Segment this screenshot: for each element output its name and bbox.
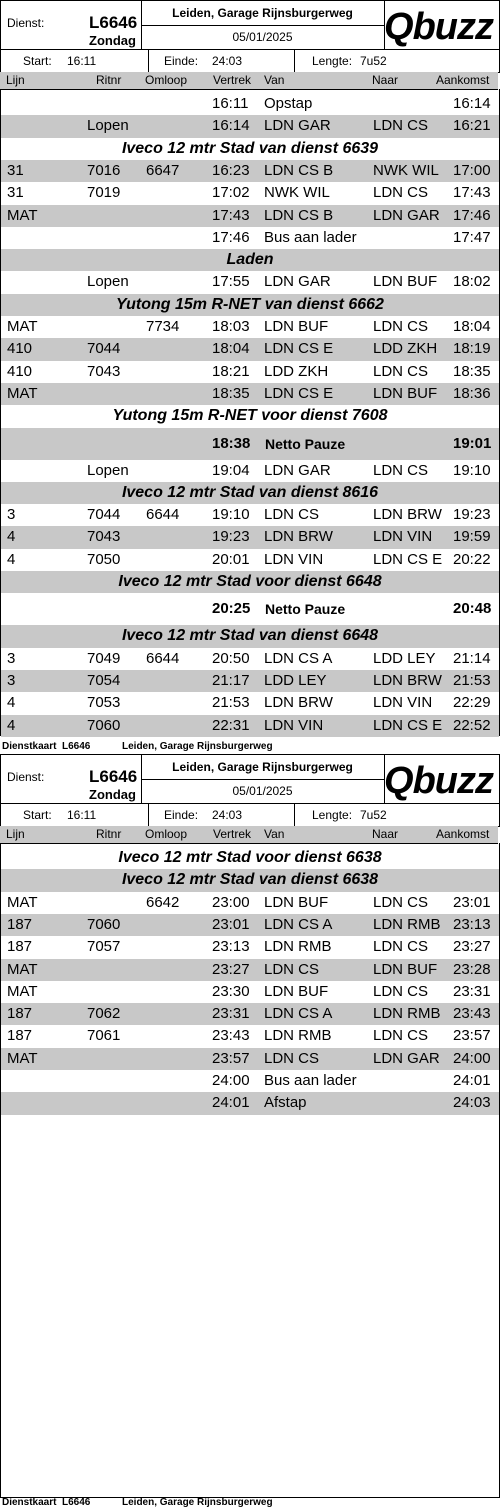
omloop-cell: 7734 [146,318,180,335]
qbuzz-logo: Qbuzz [384,6,493,48]
col-van: Van [264,73,285,87]
trip-row [1,182,499,204]
to-cell: LDN BRW [373,671,442,689]
date-label: 05/01/2025 [141,780,385,803]
dienstkaart-page-1 [0,0,500,752]
day-label: Zondag [89,787,136,802]
trip-row [1,549,499,571]
line-cell: MAT [7,384,38,402]
from-cell: LDN GAR [264,461,331,479]
arrival-cell: 16:21 [453,117,491,135]
departure-cell: 23:43 [212,1027,250,1045]
ritnr-cell: Lopen [87,461,129,479]
trip-row [1,338,499,360]
to-cell: LDN VIN [373,528,433,546]
to-cell: LDD ZKH [373,340,438,358]
ritnr-cell: 7016 [87,161,121,179]
location-label: Leiden, Garage Rijnsburgerweg [141,1,385,26]
line-cell: 31 [7,184,24,202]
section-title: Iveco 12 mtr Stad van dienst 6648 [121,627,379,645]
trip-row [1,692,499,714]
einde-value: 24:03 [212,54,243,68]
lengte-value: 7u52 [360,54,387,68]
arrival-cell: 24:00 [453,1049,491,1067]
section-title: Iveco 12 mtr Stad voor dienst 6638 [118,849,382,866]
to-cell: LDN BRW [373,506,442,524]
ritnr-cell: 7062 [87,1005,121,1023]
arrival-cell: 17:00 [453,161,491,179]
arrival-cell: 23:43 [453,1005,491,1023]
section-header [1,249,499,271]
section-title: Iveco 12 mtr Stad van dienst 6638 [121,871,379,889]
dienst-label: Dienst: [7,16,45,30]
departure-cell: 23:00 [212,893,250,911]
lengte-label: Lengte: [312,54,353,68]
omloop-cell: 6644 [146,649,180,667]
einde-label: Einde: [164,808,199,822]
line-cell: 4 [7,550,16,568]
omloop-cell: 6647 [146,161,180,179]
trip-row [1,1025,499,1047]
to-cell: LDN CS [373,982,429,1000]
dienstkaart-page-2 [0,754,500,1512]
start-value: 16:11 [67,808,97,822]
from-cell: Opstap [264,95,313,112]
trip-row [1,892,499,914]
line-cell: 410 [7,340,33,358]
trip-row [1,1048,499,1070]
departure-cell: 24:00 [212,1072,250,1089]
from-cell: Bus aan lader [264,228,357,246]
departure-cell: 18:21 [212,362,250,380]
departure-cell: 19:04 [212,461,250,479]
pause-label: Netto Pauze [265,601,346,618]
from-cell: LDN CS [264,506,320,524]
ritnr-cell: Lopen [87,273,129,291]
from-cell: LDN CS E [264,340,334,358]
trip-row [1,271,499,293]
trip-table [0,89,500,736]
line-cell: 3 [7,671,16,689]
departure-cell: 20:01 [212,550,250,568]
line-cell: 31 [7,161,24,179]
from-cell: LDN CS A [264,649,333,667]
line-cell: 187 [7,915,33,933]
arrival-cell: 19:10 [453,461,491,479]
from-cell: NWK WIL [264,184,330,202]
line-cell: 4 [7,528,16,546]
to-cell: LDD LEY [373,649,436,667]
from-cell: LDD ZKH [264,362,329,380]
trip-row [1,93,499,115]
qbuzz-logo: Qbuzz [384,760,493,802]
trip-row [1,959,499,981]
departure-cell: 21:53 [212,694,250,712]
ritnr-cell: 7019 [87,184,121,202]
trip-row [1,115,499,137]
departure-cell: 18:03 [212,318,250,335]
section-header [1,482,499,504]
col-vertrek: Vertrek [213,73,252,87]
pause-row [1,428,499,460]
arrival-cell: 19:23 [453,506,491,524]
line-cell: 3 [7,506,16,524]
departure-cell: 19:23 [212,528,250,546]
departure-cell: 16:23 [212,161,250,179]
footer-location: Leiden, Garage Rijnsburgerweg [122,741,273,752]
trip-row [1,361,499,383]
section-title: Iveco 12 mtr Stad van dienst 8616 [121,483,379,501]
arrival-cell: 23:31 [453,982,491,1000]
line-cell: MAT [7,318,38,335]
pause-start: 20:25 [212,600,251,618]
col-naar: Naar [372,73,399,87]
ritnr-cell: 7061 [87,1027,121,1045]
departure-cell: 23:01 [212,915,250,933]
to-cell: LDN GAR [373,1049,440,1067]
arrival-cell: 23:01 [453,893,491,911]
to-cell: LDN CS [373,318,429,335]
from-cell: LDN BRW [264,528,333,546]
departure-cell: 16:11 [212,95,249,112]
line-cell: 410 [7,362,33,380]
column-header [0,72,498,90]
ritnr-cell: 7060 [87,716,121,734]
dienst-label: Dienst: [7,770,45,784]
to-cell: LDN GAR [373,206,440,224]
col-ritnr: Ritnr [96,827,122,841]
line-cell: MAT [7,893,38,911]
dienst-number: L6646 [89,767,138,786]
einde-label: Einde: [164,54,199,68]
duty-header [0,0,500,73]
arrival-cell: 21:53 [453,671,491,689]
to-cell: LDN VIN [373,694,433,712]
line-cell: 4 [7,716,16,734]
lengte-value: 7u52 [360,808,387,822]
departure-cell: 18:35 [212,384,250,402]
departure-cell: 24:01 [212,1094,250,1112]
trip-row [1,504,499,526]
departure-cell: 19:10 [212,506,250,524]
trip-table [0,843,500,1498]
to-cell: LDN CS [373,362,429,380]
departure-cell: 22:31 [212,716,250,734]
trip-row [1,460,499,482]
to-cell: LDN CS [373,893,429,911]
arrival-cell: 17:47 [453,228,491,246]
dienst-cell [1,1,142,49]
pause-end: 20:48 [453,600,492,618]
trip-row [1,914,499,936]
trip-row [1,1003,499,1025]
column-header [0,826,498,844]
pause-end: 19:01 [453,434,492,452]
departure-cell: 17:55 [212,273,250,291]
section-title: Iveco 12 mtr Stad van dienst 6639 [121,139,379,157]
section-header [1,571,499,593]
col-lijn: Lijn [6,73,25,87]
from-cell: LDN CS A [264,915,333,933]
col-aankomst: Aankomst [436,73,490,87]
trip-row [1,715,499,737]
col-ritnr: Ritnr [96,73,122,87]
from-cell: LDD LEY [264,671,327,689]
departure-cell: 17:02 [212,184,250,202]
arrival-cell: 16:14 [453,95,491,112]
to-cell: LDN CS [373,1027,429,1045]
pause-row [1,593,499,625]
dienst-number: L6646 [89,13,138,32]
arrival-cell: 21:14 [453,649,491,667]
from-cell: LDN CS [264,1049,320,1067]
arrival-cell: 22:29 [453,694,491,712]
departure-cell: 23:31 [212,1005,250,1023]
section-header [1,405,499,427]
ritnr-cell: 7044 [87,340,121,358]
to-cell: LDN CS [373,184,429,202]
footer-label: Dienstkaart [2,1497,57,1508]
departure-cell: 18:04 [212,340,250,358]
line-cell: 3 [7,649,16,667]
ritnr-cell: Lopen [87,117,129,135]
trip-row [1,160,499,182]
arrival-cell: 18:02 [453,273,491,291]
arrival-cell: 18:35 [453,362,491,380]
einde-value: 24:03 [212,808,243,822]
col-omloop: Omloop [145,73,188,87]
departure-cell: 17:46 [212,228,250,246]
pause-start: 18:38 [212,434,251,452]
trip-row [1,526,499,548]
trip-row [1,981,499,1003]
trip-row [1,1070,499,1092]
from-cell: LDN RMB [264,1027,332,1045]
ritnr-cell: 7057 [87,938,121,956]
line-cell: 4 [7,694,16,712]
col-van: Van [264,827,285,841]
line-cell: 187 [7,938,33,956]
from-cell: LDN RMB [264,938,332,956]
day-label: Zondag [89,33,136,48]
to-cell: LDN RMB [373,1005,441,1023]
location-label: Leiden, Garage Rijnsburgerweg [141,755,385,780]
departure-cell: 21:17 [212,671,250,689]
arrival-cell: 18:04 [453,318,491,335]
times-bar [1,49,499,72]
ritnr-cell: 7054 [87,671,121,689]
ritnr-cell: 7043 [87,362,121,380]
ritnr-cell: 7043 [87,528,121,546]
from-cell: LDN GAR [264,117,331,135]
footer-label: Dienstkaart [2,741,57,752]
col-vertrek: Vertrek [213,827,252,841]
from-cell: LDN VIN [264,716,324,734]
col-aankomst: Aankomst [436,827,490,841]
footer-location: Leiden, Garage Rijnsburgerweg [122,1497,273,1508]
arrival-cell: 24:01 [453,1072,491,1089]
col-lijn: Lijn [6,827,25,841]
trip-row [1,1092,499,1114]
from-cell: LDN VIN [264,550,324,568]
to-cell: NWK WIL [373,161,439,179]
trip-row [1,205,499,227]
from-cell: LDN BUF [264,893,329,911]
to-cell: LDN CS [373,938,429,956]
departure-cell: 17:43 [212,206,250,224]
arrival-cell: 17:43 [453,184,491,202]
start-label: Start: [23,54,52,68]
section-header [1,869,499,891]
section-header [1,625,499,647]
section-title: Iveco 12 mtr Stad voor dienst 6648 [118,573,382,590]
to-cell: LDN RMB [373,915,441,933]
omloop-cell: 6644 [146,506,180,524]
dienst-cell [1,755,142,803]
duty-header [0,754,500,827]
footer-dienst: L6646 [62,741,91,752]
trip-row [1,227,499,249]
trip-row [1,383,499,405]
section-header [1,847,499,869]
lengte-label: Lengte: [312,808,353,822]
section-title: Laden [226,251,274,269]
times-bar [1,803,499,826]
to-cell: LDN CS E [373,716,443,734]
start-value: 16:11 [67,54,97,68]
footer-dienst: L6646 [62,1497,91,1508]
trip-row [1,648,499,670]
from-cell: LDN BRW [264,694,333,712]
trip-row [1,316,499,338]
from-cell: Afstap [264,1094,307,1112]
section-header [1,138,499,160]
departure-cell: 20:50 [212,649,250,667]
arrival-cell: 18:19 [453,340,491,358]
to-cell: LDN CS E [373,550,443,568]
arrival-cell: 20:22 [453,550,491,568]
date-label: 05/01/2025 [141,26,385,49]
col-omloop: Omloop [145,827,188,841]
ritnr-cell: 7050 [87,550,121,568]
departure-cell: 23:27 [212,960,250,978]
from-cell: LDN CS A [264,1005,333,1023]
ritnr-cell: 7044 [87,506,121,524]
start-label: Start: [23,808,52,822]
trip-row [1,936,499,958]
arrival-cell: 23:13 [453,915,491,933]
ritnr-cell: 7053 [87,694,121,712]
from-cell: LDN CS B [264,206,334,224]
from-cell: LDN BUF [264,982,329,1000]
arrival-cell: 23:28 [453,960,491,978]
col-naar: Naar [372,827,399,841]
section-header [1,294,499,316]
line-cell: MAT [7,960,38,978]
line-cell: MAT [7,206,38,224]
from-cell: LDN CS B [264,161,334,179]
arrival-cell: 23:27 [453,938,491,956]
arrival-cell: 23:57 [453,1027,491,1045]
omloop-cell: 6642 [146,893,180,911]
departure-cell: 23:13 [212,938,250,956]
line-cell: 187 [7,1027,33,1045]
from-cell: Bus aan lader [264,1072,357,1089]
departure-cell: 16:14 [212,117,250,135]
arrival-cell: 24:03 [453,1094,491,1112]
arrival-cell: 18:36 [453,384,491,402]
line-cell: MAT [7,1049,38,1067]
arrival-cell: 22:52 [453,716,491,734]
to-cell: LDN CS [373,117,429,135]
to-cell: LDN BUF [373,960,438,978]
arrival-cell: 19:59 [453,528,491,546]
ritnr-cell: 7060 [87,915,121,933]
to-cell: LDN BUF [373,384,438,402]
arrival-cell: 17:46 [453,206,491,224]
trip-row [1,670,499,692]
section-title: Yutong 15m R-NET van dienst 6662 [116,295,384,313]
to-cell: LDN CS [373,461,429,479]
line-cell: MAT [7,982,38,1000]
section-title: Yutong 15m R-NET voor dienst 7608 [112,407,388,425]
from-cell: LDN CS E [264,384,334,402]
line-cell: 187 [7,1005,33,1023]
pause-label: Netto Pauze [265,435,346,452]
from-cell: LDN GAR [264,273,331,291]
from-cell: LDN BUF [264,318,329,335]
from-cell: LDN CS [264,960,320,978]
to-cell: LDN BUF [373,273,438,291]
departure-cell: 23:57 [212,1049,250,1067]
departure-cell: 23:30 [212,982,250,1000]
ritnr-cell: 7049 [87,649,121,667]
